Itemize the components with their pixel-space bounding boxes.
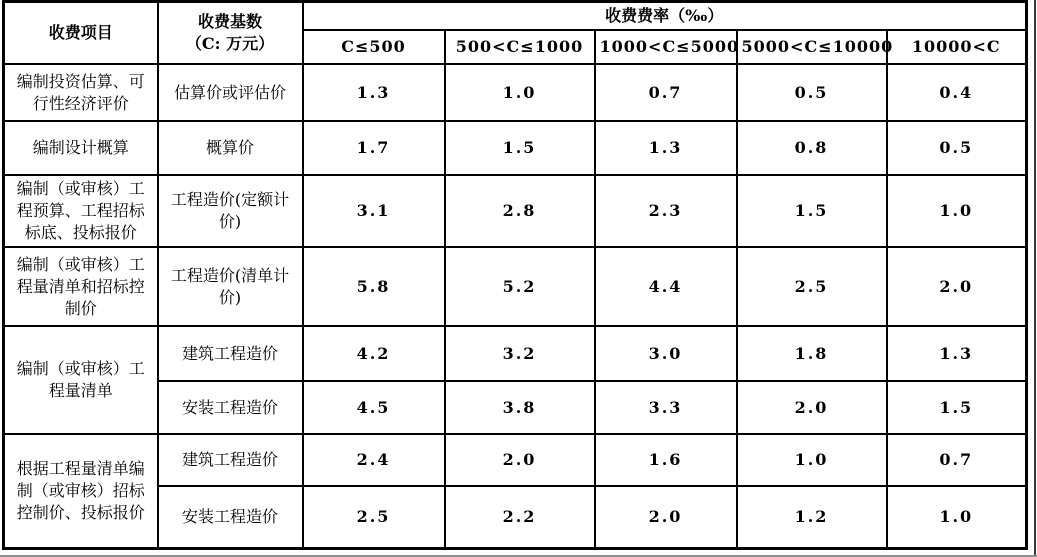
- item-cell: 编制（或审核）工程量清单和招标控制价: [4, 247, 158, 326]
- rate-cell: 1.7: [303, 121, 445, 175]
- rate-cell: 1.2: [737, 486, 887, 548]
- rate-cell: 1.3: [887, 326, 1027, 381]
- rate-cell: 1.0: [445, 64, 595, 121]
- item-cell: 编制（或审核）工程量清单: [4, 326, 158, 434]
- header-range-2: 500<C≤1000: [445, 30, 595, 64]
- header-range-5: 10000<C: [887, 30, 1027, 64]
- rate-cell: 2.8: [445, 175, 595, 247]
- table-row: [4, 247, 1027, 326]
- rate-cell: 1.3: [303, 64, 445, 121]
- rate-cell: 1.5: [737, 175, 887, 247]
- rate-cell: 2.5: [303, 486, 445, 548]
- rate-cell: 2.0: [737, 381, 887, 434]
- rate-cell: 5.2: [445, 247, 595, 326]
- base-cell: 概算价: [158, 121, 303, 175]
- rate-cell: 0.7: [887, 434, 1027, 486]
- base-cell: 工程造价(定额计价): [158, 175, 303, 247]
- header-fee-base-line1: 收费基数: [197, 12, 262, 31]
- rate-cell: 1.0: [887, 486, 1027, 548]
- rate-cell: 1.3: [595, 121, 737, 175]
- item-cell: 根据工程量清单编制（或审核）招标控制价、投标报价: [4, 434, 158, 548]
- rate-cell: 1.6: [595, 434, 737, 486]
- fee-rate-table: [2, 0, 1028, 550]
- header-range-1: C≤500: [303, 30, 445, 64]
- rate-cell: 1.5: [445, 121, 595, 175]
- item-cell: 编制（或审核）工程预算、工程招标标底、投标报价: [4, 175, 158, 247]
- table-row: [4, 121, 1027, 175]
- table-row: [4, 175, 1027, 247]
- base-cell: 建筑工程造价: [158, 326, 303, 381]
- table-row: [4, 486, 1027, 548]
- table-row: [4, 326, 1027, 381]
- rate-cell: 0.4: [887, 64, 1027, 121]
- base-cell: 建筑工程造价: [158, 434, 303, 486]
- rate-cell: 4.2: [303, 326, 445, 381]
- rate-cell: 3.0: [595, 326, 737, 381]
- rate-cell: 1.8: [737, 326, 887, 381]
- rate-cell: 5.8: [303, 247, 445, 326]
- header-rate-group: 收费费率（‰）: [303, 2, 1027, 31]
- header-range-3: 1000<C≤5000: [595, 30, 737, 64]
- rate-cell: 2.4: [303, 434, 445, 486]
- item-cell: 编制投资估算、可行性经济评价: [4, 64, 158, 121]
- base-cell: 安装工程造价: [158, 486, 303, 548]
- rate-cell: 0.5: [737, 64, 887, 121]
- header-range-4: 5000<C≤10000: [737, 30, 887, 64]
- base-cell: 工程造价(清单计价): [158, 247, 303, 326]
- rate-cell: 3.1: [303, 175, 445, 247]
- rate-cell: 1.0: [887, 175, 1027, 247]
- rate-cell: 3.8: [445, 381, 595, 434]
- rate-cell: 2.0: [445, 434, 595, 486]
- base-cell: 估算价或评估价: [158, 64, 303, 121]
- rate-cell: 0.8: [737, 121, 887, 175]
- rate-cell: 2.3: [595, 175, 737, 247]
- rate-cell: 3.2: [445, 326, 595, 381]
- rate-cell: 2.5: [737, 247, 887, 326]
- table-row: [4, 434, 1027, 486]
- rate-cell: 0.5: [887, 121, 1027, 175]
- base-cell: 安装工程造价: [158, 381, 303, 434]
- header-fee-base-line2: （C: 万元）: [185, 34, 275, 53]
- rate-cell: 2.0: [595, 486, 737, 548]
- table-row: [4, 64, 1027, 121]
- rate-cell: 2.0: [887, 247, 1027, 326]
- header-row-1: [4, 2, 1027, 31]
- header-fee-item: 收费项目: [4, 2, 158, 65]
- rate-cell: 2.2: [445, 486, 595, 548]
- rate-cell: 4.4: [595, 247, 737, 326]
- rate-cell: 3.3: [595, 381, 737, 434]
- adjacent-page-right-border: [1034, 0, 1036, 557]
- rate-cell: 0.7: [595, 64, 737, 121]
- rate-cell: 4.5: [303, 381, 445, 434]
- table-row: [4, 381, 1027, 434]
- item-cell: 编制设计概算: [4, 121, 158, 175]
- rate-cell: 1.5: [887, 381, 1027, 434]
- rate-cell: 1.0: [737, 434, 887, 486]
- header-fee-base: [158, 2, 303, 65]
